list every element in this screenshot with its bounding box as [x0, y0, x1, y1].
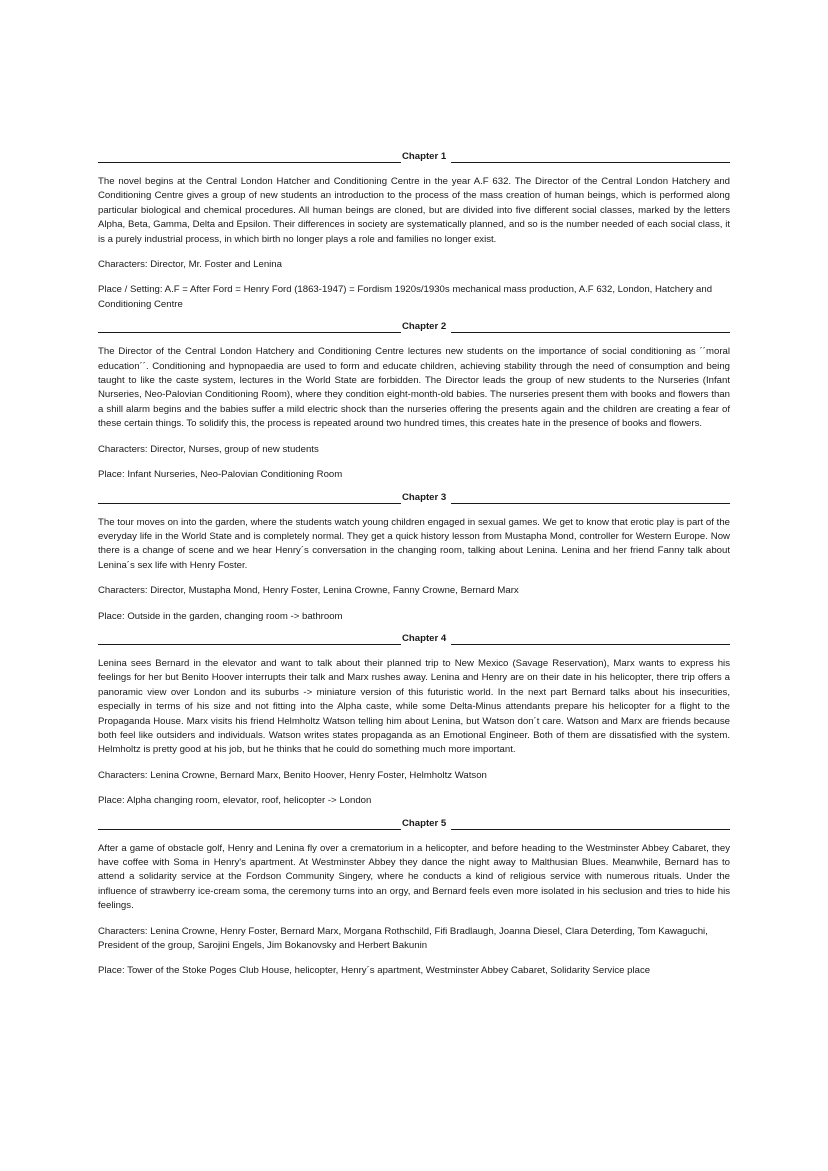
chapter-characters: Characters: Director, Mustapha Mond, Henry Foster, Lenina Crowne, Fanny Crowne, Bernard Marx	[98, 585, 519, 597]
chapter-section	[98, 817, 730, 979]
heading-rule-right	[451, 493, 730, 504]
chapter-characters: Characters: Director, Mr. Foster and Lenina	[98, 259, 282, 271]
chapter-section	[98, 320, 730, 482]
heading-rule-right	[451, 819, 730, 830]
chapter-title: Chapter 1	[402, 151, 447, 162]
heading-rule-right	[451, 152, 730, 163]
document-page	[98, 150, 730, 990]
chapter-summary: The Director of the Central London Hatchery and Conditioning Centre lectures new students on the importance of social conditioning as ´´moral education´´. Conditioning and hypnopaedia are used to form and educate children, achieving stability through the need of consumption and being taught to like the caste system, lectures in the World State are forbidden. The Director leads the group of new students to the Nurseries (Infant Nurseries, Neo-Palovian Conditioning Room), where they condition eight-month-old babies. The nurseries present them with books and flowers than a shill alarm begins and the babies suffer a mild electric shock than the nurseries offering the presents again and the children are creating a fear of these certain things. To solidify this, the process is repeated around two hundred times, this creates hate in the presence of books and flowers.	[98, 346, 730, 430]
heading-rule-left	[98, 634, 401, 645]
chapter-title: Chapter 2	[402, 321, 447, 333]
chapter-heading	[98, 320, 730, 333]
chapter-characters: Characters: Lenina Crowne, Bernard Marx, Benito Hoover, Henry Foster, Helmholtz Watson	[98, 769, 487, 781]
chapter-section	[98, 632, 730, 809]
chapter-title: Chapter 3	[402, 491, 447, 503]
chapter-characters: Characters: Lenina Crowne, Henry Foster, Bernard Marx, Morgana Rothschild, Fifi Bradlaugh, Joanna Diesel, Clara Deterding, Tom Kawaguchi, President of the group, Sarojini Engels, Jim Bokanovsky and Herbert Bakunin	[98, 925, 708, 952]
chapter-section	[98, 491, 730, 624]
chapter-place: Place / Setting: A.F = After Ford = Henry Ford (1863-1947) = Fordism 1920s/1930s mechanical mass production, A.F 632, London, Hatchery and Conditioning Centre	[98, 284, 713, 310]
chapter-title: Chapter 4	[402, 632, 447, 644]
chapter-summary: Lenina sees Bernard in the elevator and want to talk about their planned trip to New Mexico (Savage Reservation), Marx wants to express his feelings for her but Benito Hoover interrupts their talk and Marx rushes away. Lenina and Henry are on their date in his helicopter, there trip offers a panoramic view over London and its suburbs -> miniature version of this futuristic world. In the next part Bernard talks about his insecurities, especially in terms of his size and not fitting into the Alpha caste, while some Delta-Minus attendants prepare his helicopter for a flight to the Propaganda House. Marx visits his friend Helmholtz Watson telling him about Lenina, but Watson don´t care. Watson and Marx are friends because both feel like outsiders and individuals. Watson writes states propaganda as an Emotional Engineer. Both of them are dissatisfied with the system. Helmholtz is pretty good at his job, but he thinks that he could do something much more important.	[98, 657, 730, 756]
heading-rule-left	[98, 152, 401, 163]
chapter-place: Place: Tower of the Stoke Poges Club House, helicopter, Henry´s apartment, Westminster Abbey Cabaret, Solidarity Service place	[98, 965, 651, 977]
chapter-section	[98, 150, 730, 312]
chapter-summary: After a game of obstacle golf, Henry and Lenina fly over a crematorium in a helicopter, and before heading to the Westminster Abbey Cabaret, they have coffee with Soma in Henry's apartment. At Westminster Abbey they dance the night away to Malthusian Blues. Meanwhile, Bernard has to attend a solidarity service at the Fordson Community Singery, where he conducts a kind of religious service with numerous rituals. Under the influence of strawberry ice-cream soma, the ceremony turns into an orgy, and Bernard feels even more isolated in his seclusion and tries to hide his feelings.	[98, 842, 730, 912]
heading-rule-left	[98, 322, 401, 333]
chapter-characters: Characters: Director, Nurses, group of new students	[98, 443, 319, 455]
chapter-place: Place: Infant Nurseries, Neo-Palovian Conditioning Room	[98, 469, 343, 481]
heading-rule-right	[451, 634, 730, 645]
heading-rule-left	[98, 493, 401, 504]
chapter-place: Place: Outside in the garden, changing room -> bathroom	[98, 610, 343, 622]
chapter-title: Chapter 5	[402, 817, 447, 829]
chapter-summary: The novel begins at the Central London Hatcher and Conditioning Centre in the year A.F 632. The Director of the Central London Hatchery and Conditioning Centre gives a group of new students an introduction to the process of the mass creation of human beings, which is performed along particular biological and chemical procedures. All human beings are cloned, but are divided into five different social classes, marked by the letters Alpha, Beta, Gamma, Delta and Epsilon. Their differences in society are systematically planned, and so is the number needed of each social class, it is a purely industrial process, in which birth no longer plays a role and families no longer exist.	[98, 176, 730, 245]
heading-rule-right	[451, 322, 730, 333]
chapter-place: Place: Alpha changing room, elevator, roof, helicopter -> London	[98, 795, 372, 807]
chapter-heading	[98, 817, 730, 830]
chapter-heading	[98, 491, 730, 504]
chapter-summary: The tour moves on into the garden, where the students watch young children engaged in sexual games. We get to know that erotic play is part of the everyday life in the World State and is completely normal. They get a quick history lesson from Mustapha Mond, controller for Western Europe. Now there is a change of scene and we hear Henry´s conversation in the changing room, talking about Lenina. Lenina and her friend Fanny talk about Lenina´s sex life with Henry Foster.	[98, 516, 730, 571]
chapter-heading	[98, 632, 730, 645]
heading-rule-left	[98, 819, 401, 830]
chapter-heading	[98, 150, 730, 163]
